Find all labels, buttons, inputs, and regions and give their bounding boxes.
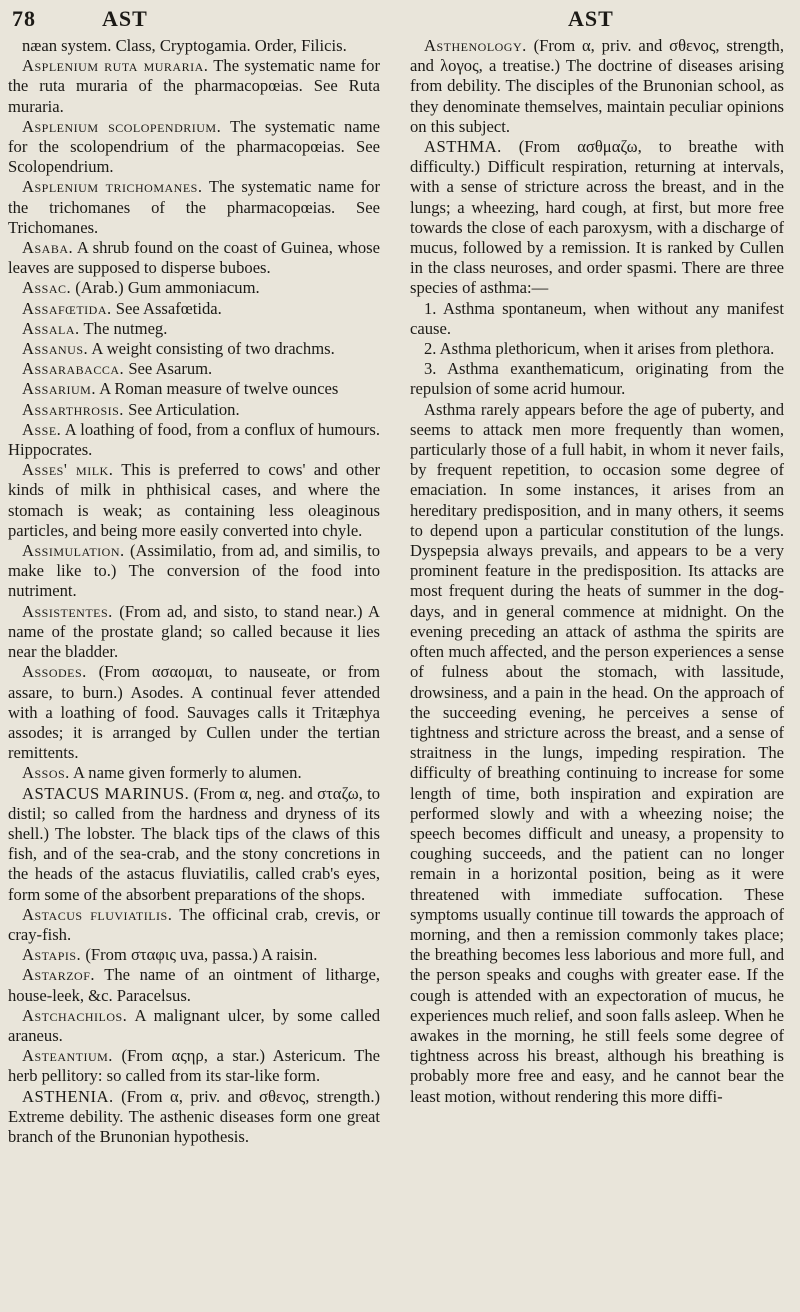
entry-text: (From α, priv. and σθενος, strength, and λογος, a treatise.) The doctrine of diseases arising from debility. The disciples of the Brunonian school, as they denominate themselves, maintain peculiar opinions on this subject. — [410, 36, 784, 136]
entry-headword: Astapis. — [22, 945, 82, 965]
entry-text: (From αςηρ, a star.) Astericum. The herb pellitory: so called from its star-like form. — [8, 1046, 380, 1086]
entry-text: (From ad, and sisto, to stand near.) A name of the prostate gland; so called because it lies near the bladder. — [8, 601, 380, 662]
dictionary-entry — [8, 379, 380, 399]
entry-text: (From α, neg. and σταζω, to distil; so called from the hardness and dryness of its shell.) The lobster. The black tips of the claws of this fish, and of the sea-crab, and the stony concretions in the heads of the astacus fluviatilis, called crab's eyes, form some of the absorbent preparations of the shops. — [8, 783, 381, 904]
entry-text: (Arab.) Gum ammoniacum. — [71, 278, 260, 298]
dictionary-entry — [8, 460, 380, 541]
entry-text: This is preferred to cows' and other kinds of milk in phthisical cases, and where the stomach is weak; as containing less oleaginous particles, and being more easily converted into chyle. — [8, 460, 380, 540]
dictionary-entry — [410, 359, 784, 399]
entry-text: The name of an ointment of litharge, house-leek, &c. Paracelsus. — [8, 965, 380, 1005]
dictionary-entry — [410, 400, 784, 1107]
page-number: 78 — [12, 6, 36, 31]
entry-text: The systematic name for the ruta muraria of the pharmacopœias. See Ruta muraria. — [8, 56, 381, 116]
entry-headword: Asaba. — [22, 238, 74, 258]
dictionary-entry — [410, 36, 784, 137]
entry-text: See Articulation. — [123, 399, 240, 419]
entry-headword: Assanus. — [22, 339, 89, 359]
entry-headword: Asplenium scolopendrium. — [22, 116, 222, 136]
entry-text: (From σταφις uva, passa.) A raisin. — [81, 945, 318, 965]
dictionary-entry — [8, 319, 380, 339]
entry-headword: Assac. — [22, 278, 72, 298]
entry-text: A malignant ulcer, by some called araneus. — [8, 1005, 380, 1045]
entry-text: The nutmeg. — [79, 318, 168, 338]
entry-headword: Asthenology. — [424, 36, 527, 55]
right-column — [410, 36, 784, 1107]
running-header — [0, 6, 800, 30]
entry-headword: ASTHMA. — [424, 137, 502, 157]
entry-headword: Assimulation. — [22, 541, 125, 561]
dictionary-entry — [8, 1087, 380, 1148]
entry-text: See Asarum. — [124, 359, 213, 379]
entry-text: The systematic name for the scolopendrium of the pharmacopœias. See Scolopendrium. — [8, 116, 380, 177]
dictionary-entry — [8, 359, 380, 379]
dictionary-entry — [8, 965, 380, 1005]
dictionary-entry — [8, 602, 380, 663]
entry-text: A weight consisting of two drachms. — [88, 339, 335, 359]
entry-headword: Astchachilos. — [22, 1005, 128, 1025]
entry-headword: Assistentes. — [22, 601, 113, 621]
dictionary-entry — [8, 420, 380, 460]
entry-text: (Assimilatio, from ad, and similis, to make like to.) The conversion of the food into nutriment. — [8, 541, 380, 601]
entry-headword: Asplenium ruta muraria. — [22, 56, 209, 76]
dictionary-entry — [410, 299, 784, 339]
dictionary-entry — [410, 339, 784, 359]
left-column — [8, 36, 380, 1147]
dictionary-entry — [8, 1006, 380, 1046]
dictionary-entry — [410, 137, 784, 299]
entry-headword: Asse. — [22, 419, 62, 439]
entry-headword: Assodes. — [22, 662, 87, 682]
entry-text: Asthma rarely appears before the age of puberty, and seems to attack men more frequently than women, particularly those of a full habit, in whom it never fails, by frequent repetition, to occasion some degree of emaciation. In some instances, it arises from an hereditary predisposition, and in many others, it seems to depend upon a particular constitution of the lungs. Dyspepsia always prevails, and appears to be a very prominent feature in the predisposition. Its attacks are most frequent during the heats of summer in the dog-days, and in general commence at midnight. On the evening preceding an attack of asthma the spirits are often much affected, and the person experiences a sense of fulness about the stomach, with lassitude, drowsiness, and a pain in the head. On the approach of the succeeding evening, he perceives a sense of tightness and stricture across the breast, and a sense of straitness in the lungs, impeding respiration. The difficulty of breathing continuing to increase for some length of time, both inspiration and expiration are performed slowly and with a wheezing noise; the speech becomes difficult and uneasy, a propensity to coughing succeeds, and the patient can no longer remain in a horizontal position, being as it were threatened with immediate suffocation. These symptoms usually continue till towards the approach of morning, and then a remission commonly takes place; the breathing becomes less laborious and more full, and the person speaks and coughs with greater ease. If the cough is attended with an expectoration of mucus, he experiences much relief, and soon falls asleep. When he awakes in the morning, he still feels some degree of tightness across his breast, although his breathing is probably more free and easy, and he cannot bear the least motion, without rendering this more diffi- — [410, 399, 784, 1106]
entry-headword: Asteantium. — [22, 1046, 113, 1066]
entry-headword: Assos. — [22, 763, 70, 783]
dictionary-entry — [8, 299, 380, 319]
entry-headword: Astacus fluviatilis. — [22, 904, 173, 924]
entry-headword: Astarzof. — [22, 965, 96, 985]
entry-headword: ASTACUS MARINUS. — [22, 783, 190, 803]
entry-text: 1. Asthma spontaneum, when without any manifest cause. — [410, 298, 784, 338]
entry-headword: Assarabacca. — [22, 359, 125, 379]
dictionary-entry — [8, 541, 380, 602]
dictionary-entry — [8, 56, 380, 117]
dictionary-entry — [8, 400, 380, 420]
dictionary-entry — [8, 945, 380, 965]
entry-headword: Asplenium trichomanes. — [22, 177, 203, 197]
entry-text: 3. Asthma exanthematicum, originating from the repulsion of some acrid humour. — [410, 359, 784, 399]
left-running-head: AST — [102, 6, 148, 31]
entry-text: 2. Asthma plethoricum, when it arises from plethora. — [424, 339, 775, 359]
dictionary-entry — [8, 117, 380, 178]
entry-text: A shrub found on the coast of Guinea, whose leaves are supposed to disperse buboes. — [8, 238, 380, 278]
entry-headword: Assarthrosis. — [22, 399, 124, 419]
dictionary-entry — [8, 339, 380, 359]
entry-text: A name given formerly to alumen. — [69, 763, 302, 783]
entry-text: (From ασαομαι, to nauseate, or from assare, to burn.) Asodes. A continual fever attended with a loathing of food. Sauvages calls it Tritæphya assodes; it is arranged by Cullen under the tertian remittents. — [8, 662, 380, 763]
entry-text: A Roman measure of twelve ounces — [95, 379, 339, 399]
entry-text: næan system. Class, Cryptogamia. Order, Filicis. — [22, 36, 347, 55]
entry-headword: Assafœtida. — [22, 298, 112, 318]
entry-headword: Asses' milk. — [22, 460, 114, 480]
dictionary-entry — [8, 177, 380, 238]
entry-headword: Assala. — [22, 318, 80, 338]
entry-headword: ASTHENIA. — [22, 1086, 114, 1106]
dictionary-entry — [8, 784, 380, 905]
dictionary-entry — [8, 662, 380, 763]
entry-text: (From ασθμαζω, to breathe with difficulty.) Difficult respiration, returning at intervals, with a sense of stricture across the breast, and in the lungs; a wheezing, hard cough, at first, but more free towards the close of each paroxysm, with a discharge of mucus, followed by a remission. It is ranked by Cullen in the class neuroses, and order spasmi. There are three species of asthma:— — [410, 137, 784, 298]
dictionary-entry — [8, 278, 380, 298]
entry-text: The systematic name for the trichomanes of the pharmacopœias. See Trichomanes. — [8, 177, 380, 237]
dictionary-entry — [8, 1046, 380, 1086]
entry-text: A loathing of food, from a conflux of humours. Hippocrates. — [8, 419, 380, 460]
dictionary-entry — [8, 36, 380, 56]
entry-text: (From α, priv. and σθενος, strength.) Extreme debility. The asthenic diseases form one great branch of the Brunonian hypothesis. — [8, 1086, 380, 1146]
entry-headword: Assarium. — [22, 379, 96, 399]
dictionary-entry — [8, 905, 380, 945]
dictionary-entry — [8, 763, 380, 783]
dictionary-entry — [8, 238, 380, 278]
entry-text: See Assafœtida. — [111, 298, 222, 318]
entry-text: The officinal crab, crevis, or cray-fish. — [8, 904, 380, 944]
right-running-head: AST — [568, 6, 614, 31]
